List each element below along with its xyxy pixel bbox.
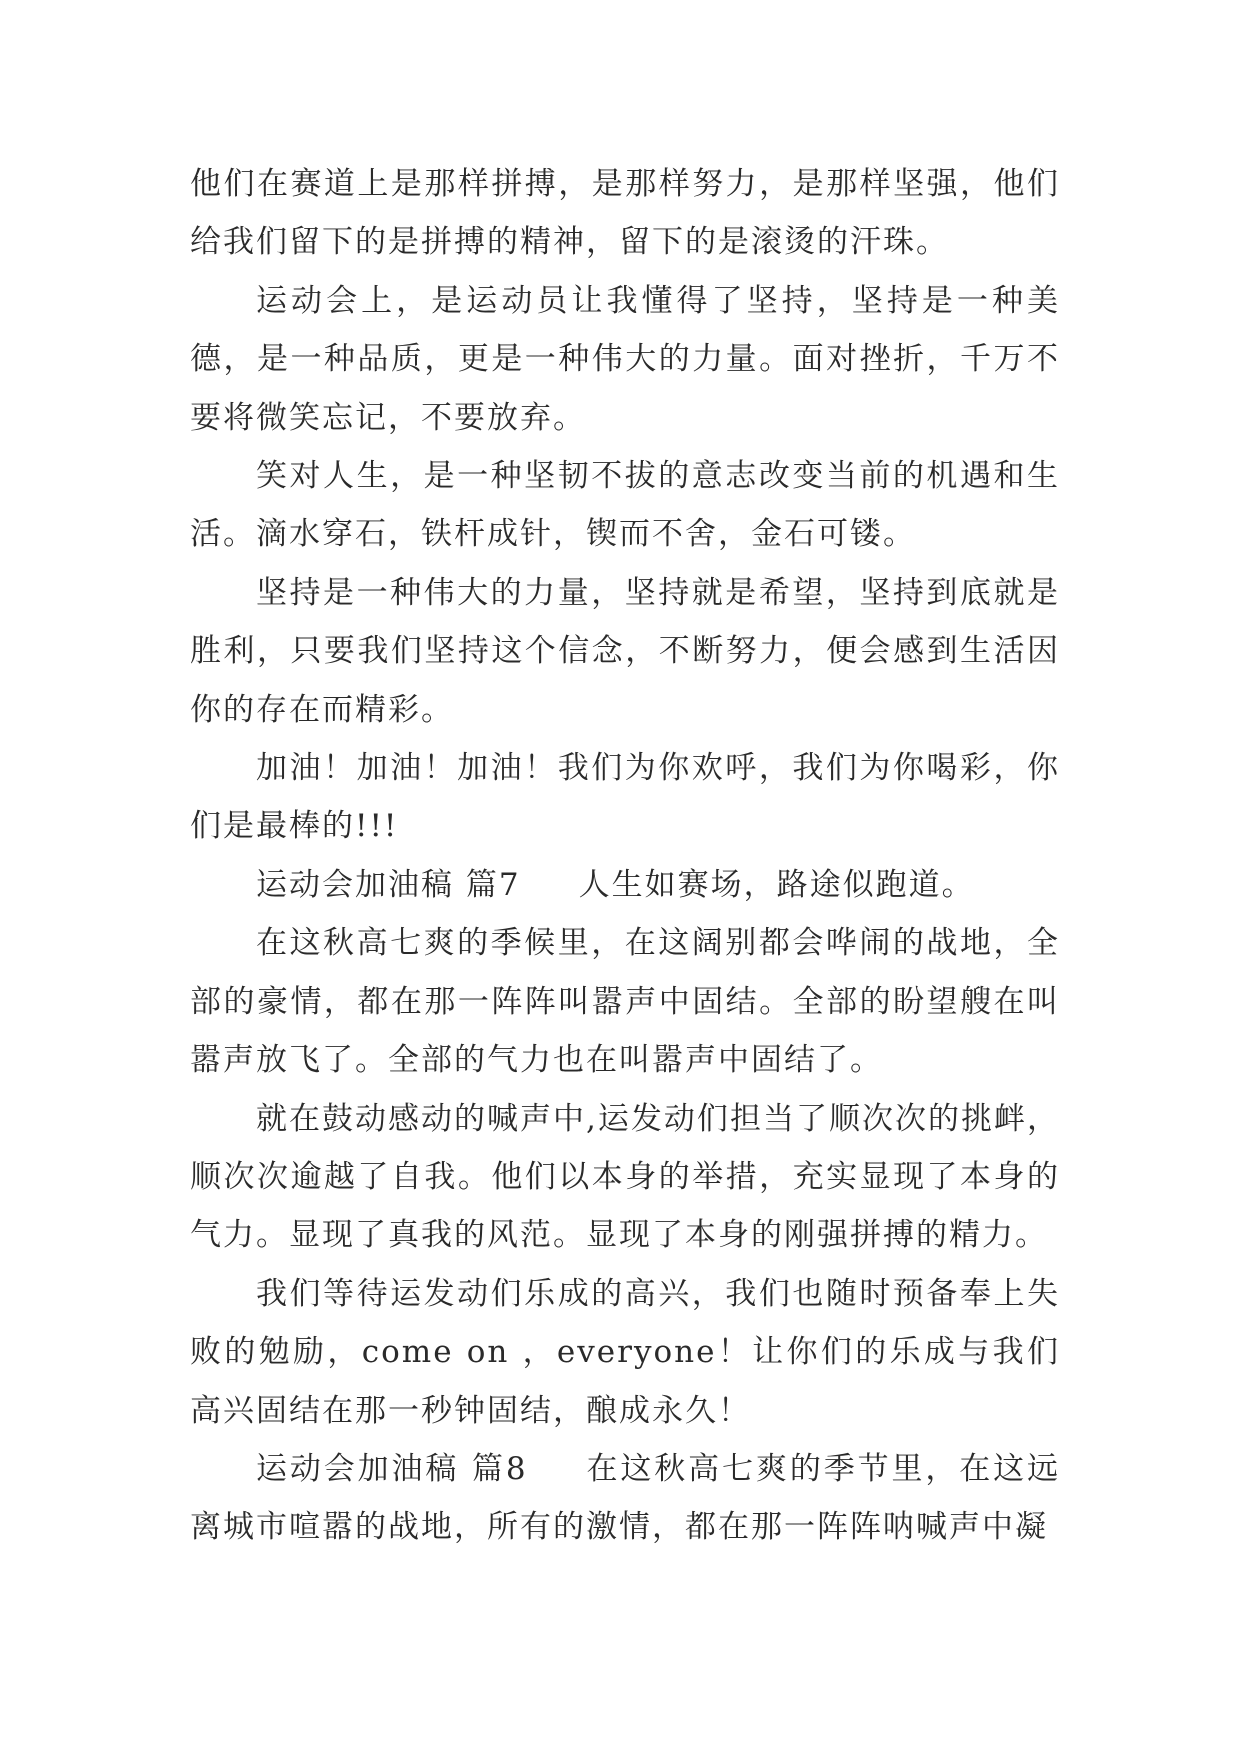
paragraph: 在这秋高七爽的季候里，在这阔别都会哗闹的战地，全部的豪情，都在那一阵阵叫嚣声中固结。全部的盼望艘在叫嚣声放飞了。全部的气力也在叫嚣声中固结了。	[190, 925, 1060, 1079]
paragraph: 我们等待运发动们乐成的高兴，我们也随时预备奉上失败的勉励，come on ，everyone！让你们的乐成与我们高兴固结在那一秒钟固结，酿成永久！	[190, 1275, 1060, 1429]
paragraph: 他们在赛道上是那样拼搏，是那样努力，是那样坚强，他们给我们留下的是拼搏的精神，留下的是滚烫的汗珠。	[190, 166, 1060, 261]
paragraph: 笑对人生，是一种坚韧不拔的意志改变当前的机遇和生活。滴水穿石，铁杆成针，锲而不舍，金石可镂。	[190, 458, 1060, 553]
section-heading: 运动会加油稿 篇8	[256, 1450, 528, 1487]
paragraph: 运动会上，是运动员让我懂得了坚持，坚持是一种美德，是一种品质，更是一种伟大的力量。面对挫折，千万不要将微笑忘记，不要放弃。	[190, 282, 1060, 436]
document-body	[190, 155, 1060, 1557]
paragraph-text: 人生如赛场，路途似跑道。	[578, 866, 975, 903]
section-heading-paragraph	[190, 1440, 1060, 1557]
paragraph: 就在鼓动感动的喊声中,运发动们担当了顺次次的挑衅，顺次次逾越了自我。他们以本身的举措，充实显现了本身的气力。显现了真我的风范。显现了本身的刚强拼搏的精力。	[190, 1100, 1060, 1254]
paragraph: 坚持是一种伟大的力量，坚持就是希望，坚持到底就是胜利，只要我们坚持这个信念，不断努力，便会感到生活因你的存在而精彩。	[190, 574, 1060, 728]
paragraph: 加油！加油！加油！我们为你欢呼，我们为你喝彩，你们是最棒的!!!	[190, 750, 1060, 845]
section-heading: 运动会加油稿 篇7	[256, 866, 521, 903]
paragraph-text: 在这秋高七爽的季节里，在这远离城市喧嚣的战地，所有的激情，都在那一阵阵呐喊声中凝	[190, 1450, 1060, 1546]
section-heading-paragraph	[190, 856, 1060, 914]
